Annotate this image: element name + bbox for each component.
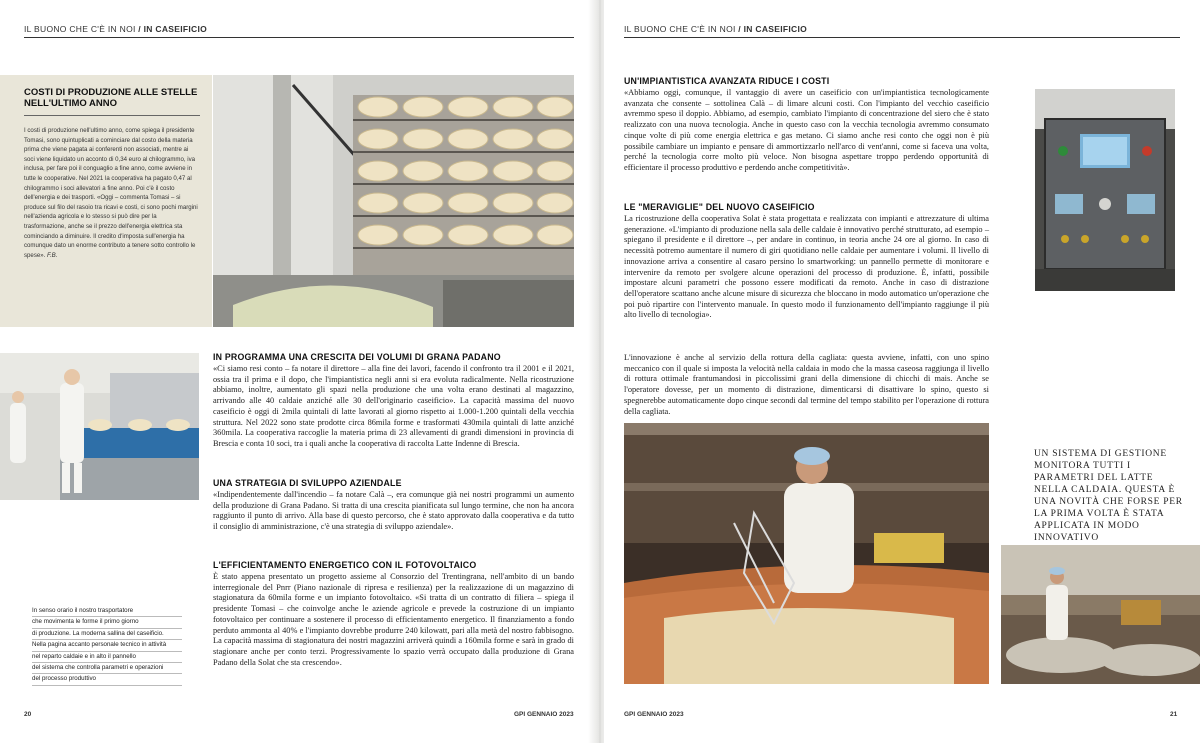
caption-line: Nella pagina accanto personale tecnico in attività	[32, 640, 182, 651]
left-page	[0, 0, 596, 743]
section-title-impiantistica: UN'IMPIANTISTICA AVANZATA RIDUCE I COSTI	[624, 76, 830, 86]
right-page	[604, 0, 1200, 743]
header-topic: IN CASEIFICIO	[143, 24, 208, 34]
sidebar-body: I costi di produzione nell'ultimo anno, come spiega il presidente Tomasi, sono quintuplicati a cominciare dal costo della materia prima che viene pagata ai conferenti non associati, mentre ai soci viene liquidato un acconto di 0,34 euro al chilogrammo, iva inclusa, per fare poi il conguaglio a fine anno, come avviene in tutte le cooperative. Nel 2021 la cooperativa ha pagato 0,47 al chilogrammo i soci allevatori a fine anno. Poi c'è il costo dell'energia e dei trasporti. «Oggi – commenta Tomasi – si produce sul filo del rasoio tra ricavi e costi, ci sono pochi margini nell'azienda agricola e lo stesso si può dire per la trasformazione, anche se il prezzo dell'energia elettrica sta cominciando a diminuire. Il credito d'imposta sull'energia ha comunque dato un enorme contributo a tenere sotto controllo le spese».	[24, 127, 198, 259]
page-header	[624, 24, 807, 34]
caption-line: In senso orario il nostro trasportatore	[32, 606, 182, 617]
header-section: IL BUONO CHE C'È IN NOI	[24, 24, 136, 34]
production-room-photo	[1001, 545, 1200, 684]
section-body-fotovoltaico: È stato appena presentato un progetto assieme al Consorzio del Trentingrana, nell'ambito di un bando interregionale del Pnrr (Piano nazionale di ripresa e resilienza) per la realizzazione di un magazzino di stagionatura da 60mila forme e un impianto fotovoltaico. «Si tratta di un contratto di filiera – spiega il presidente Tomasi – che coinvolge anche le aziende agricole e prevede la costruzione di un impianto fotovoltaico per continuare a sostenere il processo di efficientamento energetico. Il finanziamento a fondo perduto ammonta al 40% e l'impianto dovrebbe produrre 240 kilowatt, pari alla metà del nostro fabbisogno. La capacità massima di stagionatura dei nostri magazzini arriverà quindi a 160mila forme e sarà in grado di stagionare anche per conto terzi. Progressivamente lo spazio verrà occupato dalla produzione di Grana Padano della Solat che sta crescendo».	[213, 572, 574, 667]
header-section: IL BUONO CHE C'È IN NOI	[624, 24, 736, 34]
control-panel-photo	[1035, 89, 1175, 291]
page-number: 21	[1170, 711, 1178, 718]
header-rule	[24, 37, 574, 38]
conveyor-worker-photo	[0, 353, 199, 500]
caption-line: del sistema che controlla parametri e operazioni	[32, 663, 182, 674]
caption-line: nel reparto caldaie e in alto il pannello	[32, 652, 182, 663]
caption-line: del processo produttivo	[32, 674, 182, 685]
conveyor-worker-illustration	[0, 353, 199, 500]
control-panel-illustration	[1035, 89, 1175, 291]
section-title-grana-padano: IN PROGRAMMA UNA CRESCITA DEI VOLUMI DI GRANA PADANO	[213, 352, 501, 362]
section-title-meraviglie: LE "MERAVIGLIE" DEL NUOVO CASEIFICIO	[624, 202, 815, 212]
section-body-strategia: «Indipendentemente dall'incendio – fa notare Calà –, era comunque già nei nostri programmi un aumento della produzione di Grana Padano. Si tratta di una crescita pianificata sul lungo termine, che non ha ancora raggiunto il punto di arrivo. Alla base di questo percorso, che è stato approvato dalla cooperativa e da tutto il consiglio di amministrazione, c'è una strategia di sviluppo aziendale».	[213, 490, 574, 532]
section-body-meraviglie: La ricostruzione della cooperativa Solat è stata progettata e realizzata con impianti e attrezzature di ultima generazione. «L'impianto di produzione nella sala delle caldaie è innovativo perché strutturato, ad esempio – spiegano il presidente e il direttore –, per andare in continuo, in teoria anche 24 ore al giorno. In caso di necessità potremo aumentare il numero di giri quotidiano nelle caldaie per aumentare i volumi. Il livello di innovazione arriva a consentire al casaro persino lo smartworking: un pannello permette di monitorare e intervenire da remoto per svolgere alcune operazioni del processo di produzione. È, infatti, possibile impostare alcuni parametri che possono essere modificati da remoto. Anche in caso di distrazione dell'operatore scattano anche alcune misure di sicurezza che bloccano in modo automatico un'operazione che poi può ripartire con l'intervento manuale. In questo modo il funzionamento dell'impianto raggiunge il più alto livello di tecnologia».	[624, 214, 989, 320]
sidebar-box	[0, 75, 212, 327]
caption-line: di produzione. La moderna sallina del caseificio.	[32, 629, 182, 640]
footer-magazine: GPI GENNAIO 2023	[514, 711, 574, 718]
cheesemaker-vat-photo	[624, 423, 989, 684]
section-body-meraviglie-2: L'innovazione è anche al servizio della rottura della cagliata: questa avviene, infatti, con uno spino meccanico con il quale si imposta la velocità nella caldaia in modo che la massa caseosa raggiunga il livello di rottura ottimale frantumandosi in piccolissimi grani della dimensione di chicchi di mais. Anche se l'operatore dovesse, per un momento di distrazione, dimenticarsi di disattivare lo spino, questo si spegnerebbe automaticamente dopo cinque secondi dal termine del tempo stabilito per l'operazione di rottura della cagliata.	[624, 353, 989, 416]
cheesemaker-vat-illustration	[624, 423, 989, 684]
header-separator: /	[735, 24, 744, 34]
sidebar-text	[24, 126, 200, 260]
caption-line: che movimenta le forme il primo giorno	[32, 617, 182, 628]
sidebar-signature: F.B.	[47, 251, 58, 259]
pull-quote: UN SISTEMA DI GESTIONE MONITORA TUTTI I PARAMETRI DEL LATTE NELLA CALDAIA. QUESTA È UNA NOVITÀ CHE FORSE PER LA PRIMA VOLTA È STATA APPLICATA IN MODO INNOVATIVO	[1034, 449, 1183, 543]
section-title-fotovoltaico: L'EFFICIENTAMENTO ENERGETICO CON IL FOTOVOLTAICO	[213, 560, 477, 570]
section-body-grana-padano: «Ci siamo resi conto – fa notare il direttore – alla fine dei lavori, facendo il confronto tra il 2001 e il 2021, ossia tra il prima e il dopo, che l'impiantistica negli anni si era evoluta radicalmente. Nella ricostruzione abbiamo, inoltre, aumentato gli spazi nella produzione che una volta erano destinati al magazzino, arrivando alle 40 caldaie anziché alle 30 dell'originario caseificio». La capacità massima del nuovo caseificio è oggi di 2mila quintali di latte lavorati al giorno rispetto ai 1.000-1.200 quintali della vecchia struttura. Nel 2022 sono state prodotte circa 86mila forme e trasformati 430mila quintali di latte anziché 360mila. La cooperativa raccoglie la materia prima di 23 allevamenti di grandi dimensioni in provincia di Brescia e conta 10 soci, tra i quali anche la cooperativa di raccolta Latte Indenne di Brescia.	[213, 364, 574, 448]
production-room-illustration	[1001, 545, 1200, 684]
sidebar-title: COSTI DI PRODUZIONE ALLE STELLE NELL'ULTIMO ANNO	[24, 87, 200, 116]
cheese-racks-illustration	[213, 75, 574, 327]
section-title-strategia: UNA STRATEGIA DI SVILUPPO AZIENDALE	[213, 478, 402, 488]
header-rule	[624, 37, 1180, 38]
header-topic: IN CASEIFICIO	[743, 24, 808, 34]
header-separator: /	[135, 24, 144, 34]
page-header	[24, 24, 207, 34]
cheese-racks-photo	[213, 75, 574, 327]
footer-magazine: GPI GENNAIO 2023	[624, 711, 684, 718]
photo-caption	[32, 606, 182, 686]
section-body-impiantistica: «Abbiamo oggi, comunque, il vantaggio di avere un caseificio con un'impiantistica tecnologicamente avanzata che consente – sottolinea Calà – di limare alcuni costi. Con l'impianto del vecchio caseificio avremmo speso il doppio. Abbiamo, ad esempio, cambiato l'impianto di concentrazione del siero che è stato realizzato con una nuova tecnologia. Anche in questo caso con la vecchia tecnologia avremmo consumato cinque volte di più come energia elettrica e gas metano. Ci siamo anche resi conto che oggi non è più possibile cambiare un impianto e pensare di ammortizzarlo nell'arco di vent'anni, come si faceva una volta, perché la tecnologia corre molto più veloce. Non bisogna aspettare troppo perdendo opportunità di efficientare il processo produttivo e perdendo anche competitività».	[624, 88, 989, 172]
page-number: 20	[24, 711, 32, 718]
